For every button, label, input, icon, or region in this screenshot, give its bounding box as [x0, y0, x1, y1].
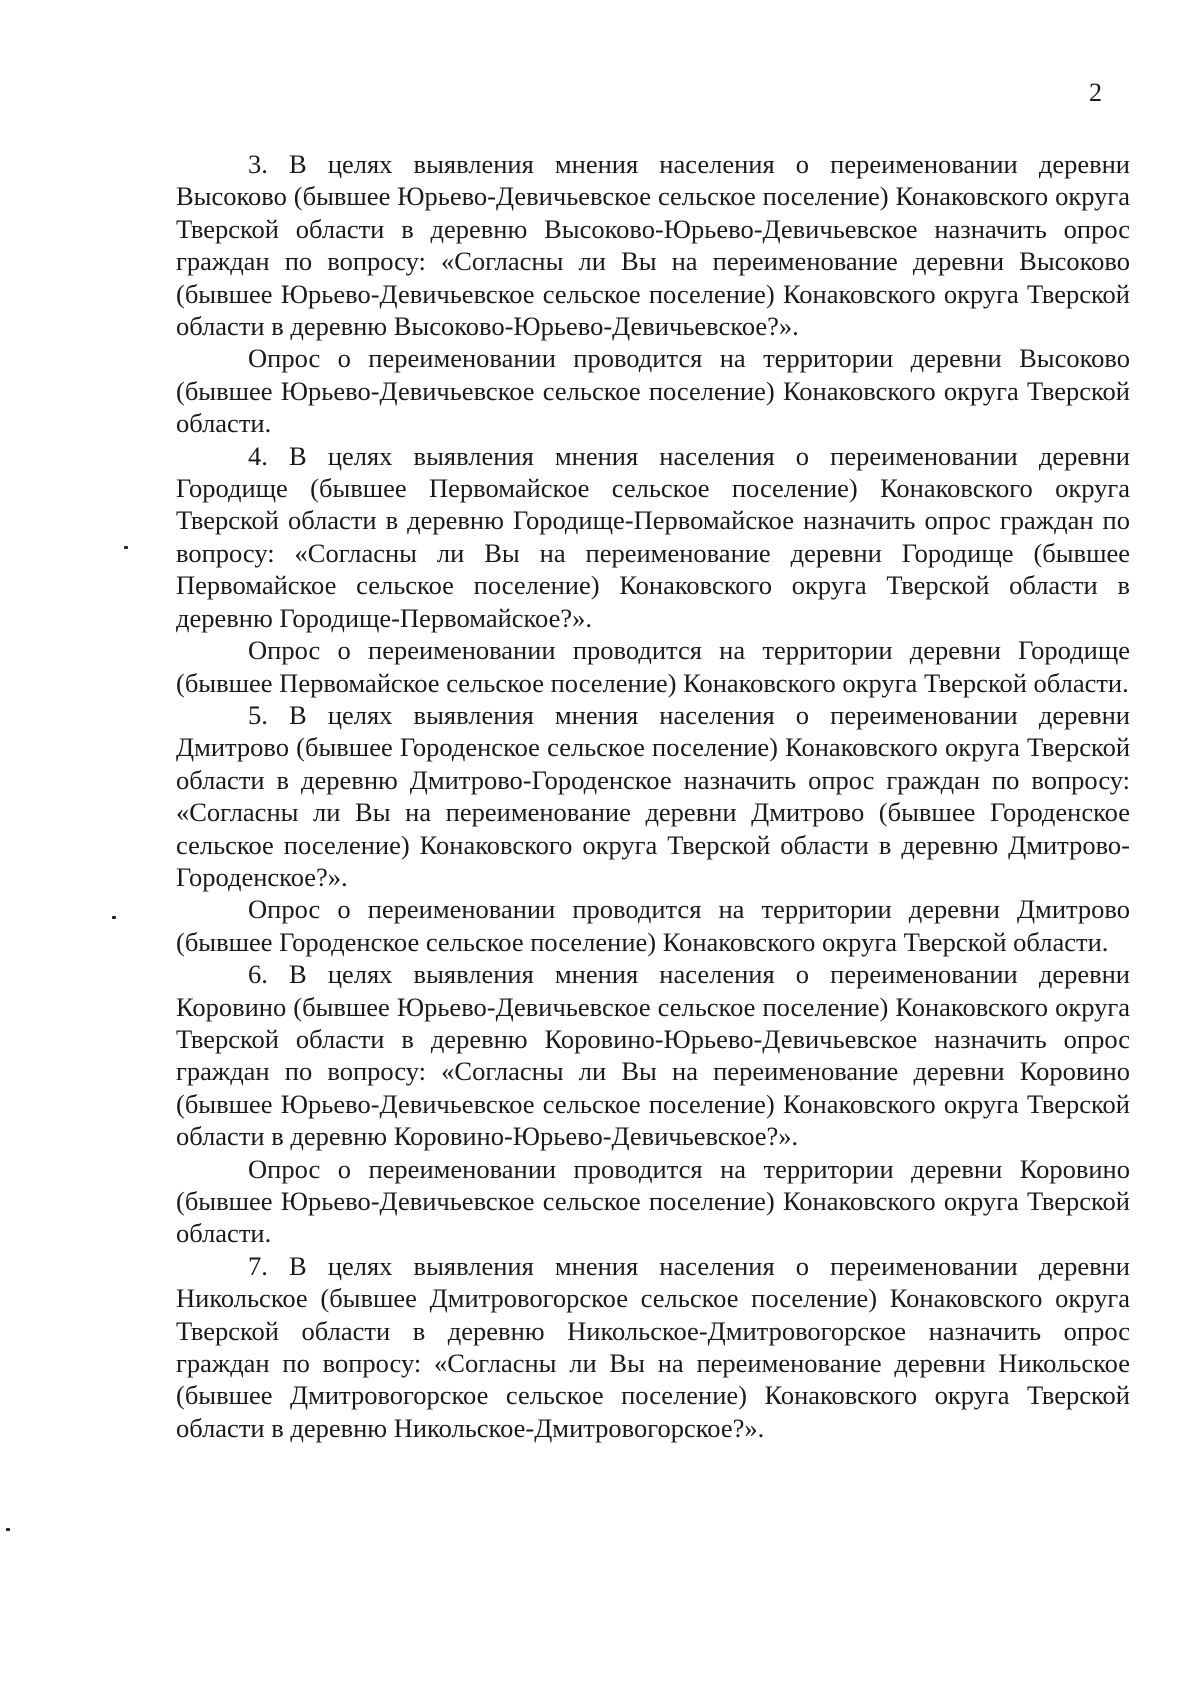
paragraph-item-7: 7. В целях выявления мнения населения о переименовании деревни Никольское (бывшее Дмитровогорское сельское поселение) Конаковского округа Тверской области в деревню Никольское-Дмитровогорское назначить опрос граждан по вопросу: «Согласны ли Вы на переименование деревни Никольское (бывшее Дмитровогорское сельское поселение) Конаковского округа Тверской области в деревню Никольское-Дмитровогорское?». — [176, 1250, 1130, 1443]
paragraph-survey-territory-vysokovo: Опрос о переименовании проводится на территории деревни Высоково (бывшее Юрьево-Девичьевское сельское поселение) Конаковского округа Тверской области. — [176, 343, 1130, 439]
document-body — [176, 148, 1130, 1444]
paragraph-survey-territory-korovino: Опрос о переименовании проводится на территории деревни Коровино (бывшее Юрьево-Девичьевское сельское поселение) Конаковского округа Тверской области. — [176, 1153, 1130, 1249]
paragraph-survey-territory-gorodishche: Опрос о переименовании проводится на территории деревни Городище (бывшее Первомайское сельское поселение) Конаковского округа Тверской области. — [176, 635, 1130, 698]
scan-speck — [124, 546, 128, 549]
paragraph-item-5: 5. В целях выявления мнения населения о переименовании деревни Дмитрово (бывшее Городенское сельское поселение) Конаковского округа Тверской области в деревню Дмитрово-Городенское назначить опрос граждан по вопросу: «Согласны ли Вы на переименование деревни Дмитрово (бывшее Городенское сельское поселение) Конаковского округа Тверской области в деревню Дмитрово-Городенское?». — [176, 699, 1130, 892]
page-number: 2 — [1089, 78, 1102, 107]
paragraph-item-6: 6. В целях выявления мнения населения о переименовании деревни Коровино (бывшее Юрьево-Девичьевское сельское поселение) Конаковского округа Тверской области в деревню Коровино-Юрьево-Девичьевское назначить опрос граждан по вопросу: «Согласны ли Вы на переименование деревни Коровино (бывшее Юрьево-Девичьевское сельское поселение) Конаковского округа Тверской области в деревню Коровино-Юрьево-Девичьевское?». — [176, 959, 1130, 1152]
paragraph-item-4: 4. В целях выявления мнения населения о переименовании деревни Городище (бывшее Первомайское сельское поселение) Конаковского округа Тверской области в деревню Городище-Первомайское назначить опрос граждан по вопросу: «Согласны ли Вы на переименование деревни Городище (бывшее Первомайское сельское поселение) Конаковского округа Тверской области в деревню Городище-Первомайское?». — [176, 440, 1130, 633]
scan-speck — [112, 916, 116, 919]
paragraph-survey-territory-dmitrovo: Опрос о переименовании проводится на территории деревни Дмитрово (бывшее Городенское сельское поселение) Конаковского округа Тверской области. — [176, 894, 1130, 957]
scan-speck — [6, 1528, 10, 1531]
paragraph-item-3: 3. В целях выявления мнения населения о переименовании деревни Высоково (бывшее Юрьево-Девичьевское сельское поселение) Конаковского округа Тверской области в деревню Высоково-Юрьево-Девичьевское назначить опрос граждан по вопросу: «Согласны ли Вы на переименование деревни Высоково (бывшее Юрьево-Девичьевское сельское поселение) Конаковского округа Тверской области в деревню Высоково-Юрьево-Девичьевское?». — [176, 149, 1130, 342]
